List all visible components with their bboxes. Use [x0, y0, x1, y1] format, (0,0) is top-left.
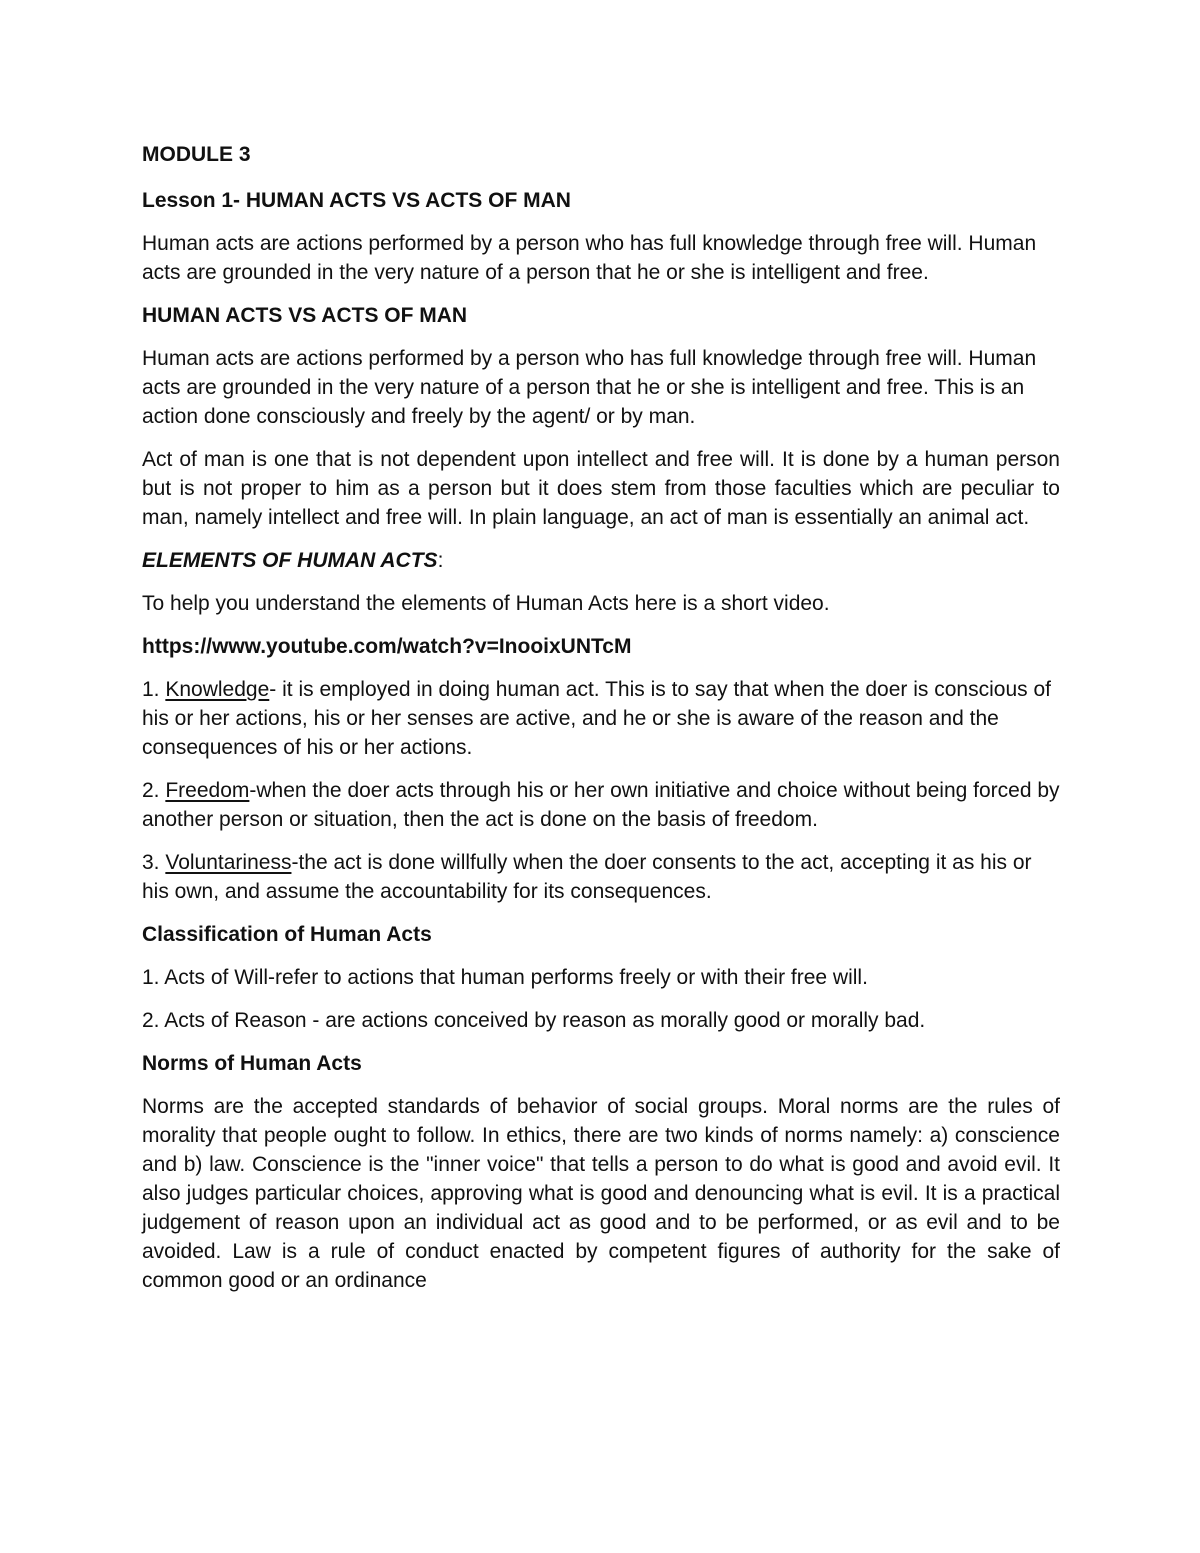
elements-heading-suffix: : [437, 549, 444, 572]
element-item-voluntariness [142, 848, 1060, 906]
elements-heading [142, 546, 1060, 575]
element-text: -the act is done willfully when the doer consents to the act, accepting it as his or his own, and assume the accountability for its consequences. [142, 851, 1032, 903]
element-item-knowledge [142, 675, 1060, 762]
human-acts-paragraph: Human acts are actions performed by a person who has full knowledge through free will. Human acts are grounded in the very nature of a person that he or she is intelligent and free. This is an action done consciously and freely by the agent/ or by man. [142, 347, 1037, 428]
intro-paragraph: Human acts are actions performed by a person who has full knowledge through free will. Human acts are grounded in the very nature of a person that he or she is intelligent and free. [142, 232, 1037, 284]
element-number: 2. [142, 779, 166, 802]
norms-paragraph: Norms are the accepted standards of behavior of social groups. Moral norms are the rules of morality that people ought to follow. In ethics, there are two kinds of norms namely: a) conscience and b) law. Conscience is the "inner voice" that tells a person to do what is good and avoid evil. It also judges particular choices, approving what is good and denouncing what is evil. It is a practical judgement of reason upon an individual act as good and to be performed, or as evil and to be avoided. Law is a rule of conduct enacted by competent figures of authority for the sake of common good or an ordinance [142, 1095, 1060, 1292]
video-link[interactable]: https://www.youtube.com/watch?v=InooixUNTcM [142, 635, 632, 658]
element-term: Freedom [165, 779, 250, 802]
elements-heading-text: ELEMENTS OF HUMAN ACTS [142, 549, 438, 572]
element-number: 1. [142, 678, 166, 701]
element-text: - it is employed in doing human act. This is to say that when the doer is conscious of his or her actions, his or her senses are active, and he or she is aware of the reason and the consequences of his or her actions. [142, 678, 1051, 759]
lesson-title: Lesson 1- HUMAN ACTS VS ACTS OF MAN [142, 189, 571, 212]
act-of-man-paragraph: Act of man is one that is not dependent upon intellect and free will. It is done by a human person but is not proper to him as a person but it does stem from those faculties which are peculiar to man, namely intellect and free will. In plain language, an act of man is essentially an animal act. [142, 448, 1060, 529]
element-number: 3. [142, 851, 166, 874]
element-term: Voluntariness [165, 851, 292, 874]
classification-item: 2. Acts of Reason - are actions conceived by reason as morally good or morally bad. [142, 1009, 926, 1032]
norms-heading: Norms of Human Acts [142, 1052, 362, 1075]
element-term: Knowledge [165, 678, 270, 701]
classification-item: 1. Acts of Will-refer to actions that human performs freely or with their free will. [142, 966, 868, 989]
section-heading: HUMAN ACTS VS ACTS OF MAN [142, 304, 468, 327]
classification-heading: Classification of Human Acts [142, 923, 432, 946]
module-title: MODULE 3 [142, 143, 251, 166]
element-item-freedom [142, 776, 1060, 834]
element-text: -when the doer acts through his or her own initiative and choice without being forced by another person or situation, then the act is done on the basis of freedom. [142, 779, 1060, 831]
document-page [142, 140, 1060, 1309]
video-intro: To help you understand the elements of Human Acts here is a short video. [142, 592, 830, 615]
